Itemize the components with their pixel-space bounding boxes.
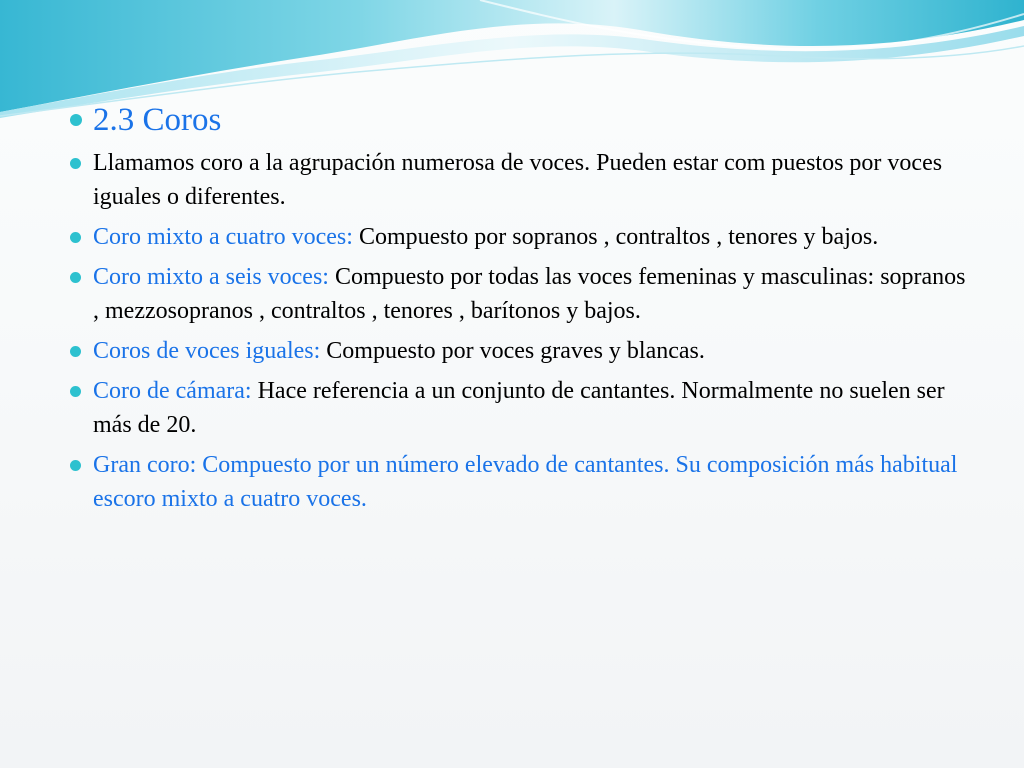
item-text: Compuesto por sopranos , contraltos , tenores y bajos. [358, 224, 879, 250]
heading-label: 2.3 Coros [93, 102, 222, 138]
slide-content [66, 100, 966, 522]
list-item [66, 220, 966, 254]
round-bullet-icon [70, 460, 81, 471]
round-bullet-icon [70, 232, 81, 243]
list-item [66, 260, 966, 328]
item-label: Gran coro: Compuesto por un número elevado de cantantes. Su composición más habitual escoro mixto a cuatro voces. [93, 452, 958, 512]
list-item-heading [66, 100, 966, 140]
item-text: Compuesto por todas las voces femeninas y masculinas: sopranos , mezzosopranos , contraltos , tenores , barítonos y bajos. [93, 264, 966, 324]
bullet-list [66, 100, 966, 516]
item-text: Compuesto por voces graves y blancas. [326, 338, 705, 364]
round-bullet-icon [70, 158, 81, 169]
item-text: Llamamos coro a la agrupación numerosa de voces. Pueden estar com puestos por voces iguales o diferentes. [93, 150, 943, 210]
item-label: Coros de voces iguales: [93, 338, 327, 364]
item-text: Hace referencia a un conjunto de cantantes. Normalmente no suelen ser más de 20. [93, 378, 945, 438]
round-bullet-icon [70, 346, 81, 357]
item-label: Coro mixto a seis voces: [93, 264, 335, 290]
list-item [66, 146, 966, 214]
round-bullet-icon [70, 114, 82, 126]
list-item [66, 374, 966, 442]
round-bullet-icon [70, 386, 81, 397]
round-bullet-icon [70, 272, 81, 283]
item-label: Coro de cámara: [93, 378, 258, 404]
list-item [66, 334, 966, 368]
list-item [66, 448, 966, 516]
item-label: Coro mixto a cuatro voces: [93, 224, 359, 250]
